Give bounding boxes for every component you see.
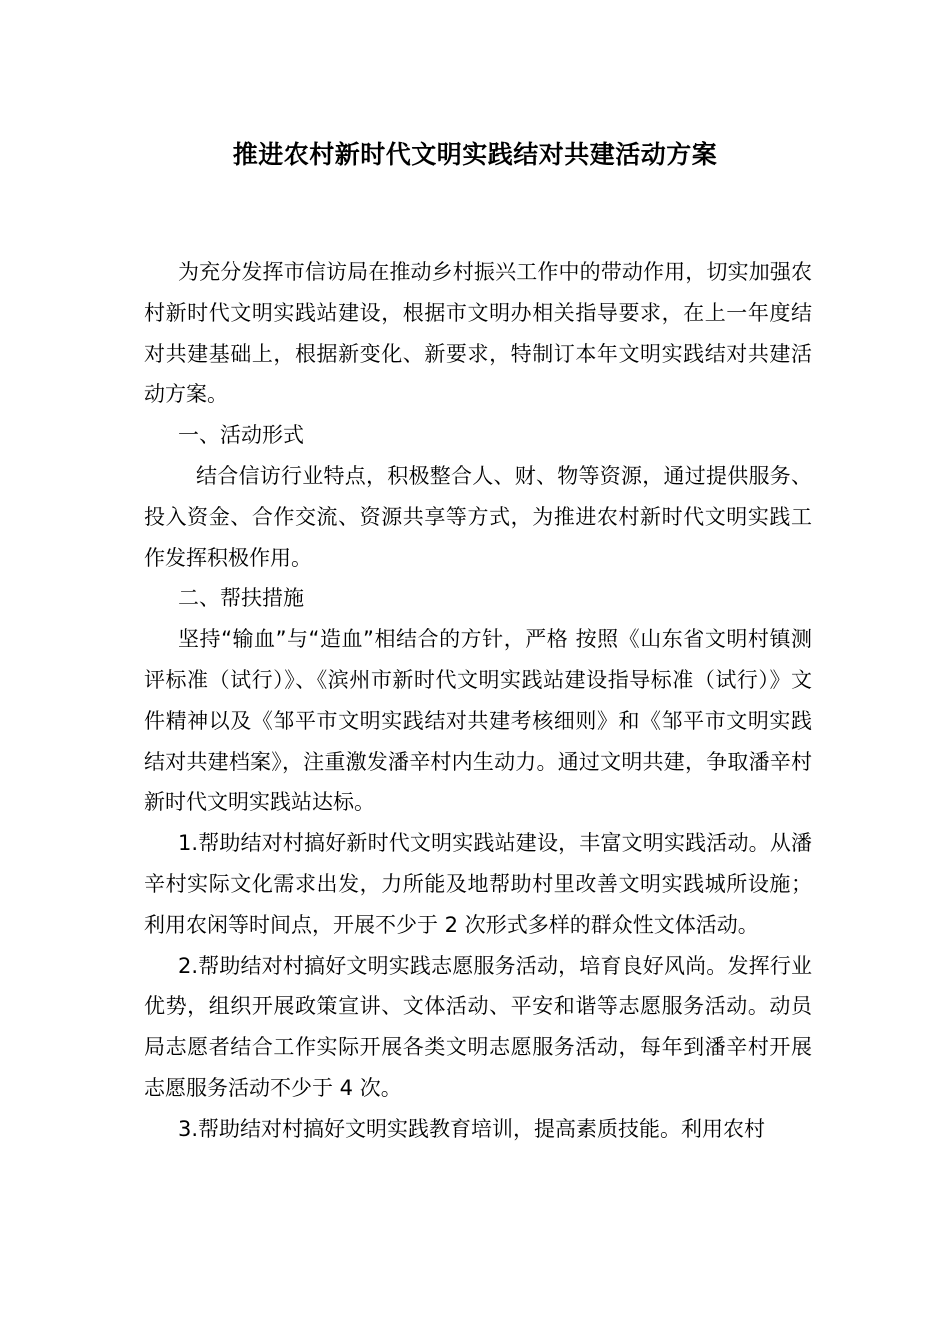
measure-item-2: 2.帮助结对村搞好文明实践志愿服务活动，培育良好风尚。发挥行业优势，组织开展政策宣讲、文体活动、平安和谐等志愿服务活动。动员局志愿者结合工作实际开展各类文明志愿服务活动，每年到潘辛村开展志愿服务活动不少于 4 次。 [144, 953, 812, 1100]
intro-paragraph: 为充分发挥市信访局在推动乡村振兴工作中的带动作用，切实加强农村新时代文明实践站建设，根据市文明办相关指导要求，在上一年度结对共建基础上，根据新变化、新要求，特制订本年文明实践结对共建活动方案。 [144, 260, 812, 407]
document-body [144, 252, 812, 1150]
document-title: 推进农村新时代文明实践结对共建活动方案 [232, 140, 718, 169]
section-heading-support-measures: 二、帮扶措施 [178, 586, 304, 611]
section-heading-activity-form: 一、活动形式 [178, 423, 304, 448]
activity-form-paragraph: 结合信访行业特点，积极整合人、财、物等资源，通过提供服务、投入资金、合作交流、资源共享等方式，为推进农村新时代文明实践工作发挥积极作用。 [144, 463, 812, 570]
measure-item-1: 1.帮助结对村搞好新时代文明实践站建设，丰富文明实践活动。从潘辛村实际文化需求出发，力所能及地帮助村里改善文明实践城所设施；利用农闲等时间点，开展不少于 2 次形式多样的群众性文体活动。 [144, 831, 812, 937]
measure-item-3: 3.帮助结对村搞好文明实践教育培训，提高素质技能。利用农村 [178, 1116, 766, 1141]
support-measures-paragraph: 坚持“输血”与“造血”相结合的方针，严格 按照《山东省文明村镇测评标准（试行）》、《滨州市新时代文明实践站建设指导标准（试行）》文件精神以及《邹平市文明实践结对共建考核细则》和《邹平市文明实践结对共建档案》，注重激发潘辛村内生动力。通过文明共建，争取潘辛村新时代文明实践站达标。 [144, 627, 812, 815]
